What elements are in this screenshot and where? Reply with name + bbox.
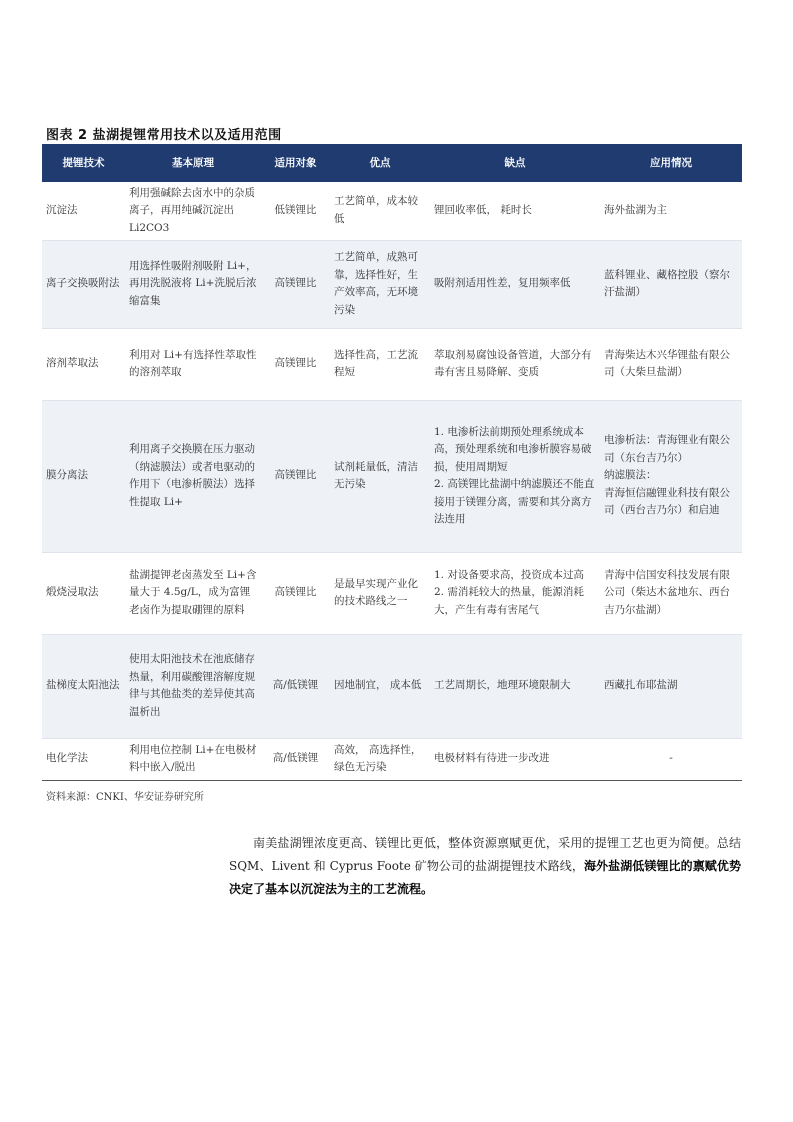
cell-target: 高/低镁锂	[261, 634, 330, 738]
cell-principle: 使用太阳池技术在池底储存热量，利用碳酸锂溶解度规律与其他盐类的差异使其高温析出	[125, 634, 261, 738]
header-cell: 提锂技术	[42, 146, 125, 182]
paragraph-emphasis: 海外盐湖低镁锂比的禀赋优势决定了基本以沉淀法为主的工艺流程。	[229, 859, 741, 896]
cell-usage: 青海柴达木兴华锂盐有限公司（大柴旦盐湖）	[604, 348, 730, 378]
cell-tech: 膜分离法	[42, 400, 125, 552]
table-row	[42, 240, 742, 328]
body-paragraph	[229, 832, 741, 901]
table-header-row	[42, 146, 742, 182]
cell-pros: 选择性高，工艺流程短	[334, 348, 418, 378]
cell-principle: 用选择性吸附剂吸附 Li+，再用洗脱液将 Li+洗脱后浓缩富集	[125, 240, 261, 328]
cell-target: 低镁锂比	[274, 204, 317, 216]
cell-pros: 因地制宜， 成本低	[330, 634, 430, 738]
cell-target: 高镁锂比	[274, 586, 317, 599]
table-row	[42, 634, 742, 738]
cell-cons: 1. 对设备要求高，投资成本过高 2. 需消耗较大的热量，能源消耗大，产生有毒有害尾气	[434, 568, 584, 616]
technology-table	[42, 146, 742, 781]
cell-usage: 海外盐湖为主	[604, 204, 667, 216]
cell-tech: 离子交换吸附法	[42, 240, 125, 328]
header-cell: 基本原理	[125, 146, 261, 182]
cell-tech: 盐梯度太阳池法	[42, 634, 125, 738]
table-title: 图表 2 盐湖提锂常用技术以及适用范围	[46, 128, 282, 143]
cell-cons: 萃取剂易腐蚀设备管道，大部分有毒有害且易降解、变质	[434, 348, 592, 378]
cell-principle: 盐湖提钾老卤蒸发至 Li+含量大于 4.5g/L，成为富锂老卤作为提取硼锂的原料	[129, 568, 257, 616]
cell-tech: 电化学法	[46, 752, 88, 765]
cell-usage: 电渗析法：青海锂业有限公司（东台吉乃尔） 纳滤膜法： 青海恒信融锂业科技有限公司（西台吉乃尔）和启迪	[600, 400, 742, 552]
cell-pros: 试剂耗量低，清洁无污染	[330, 400, 430, 552]
cell-usage: -	[669, 752, 673, 765]
cell-tech: 溶剂萃取法	[46, 357, 99, 370]
cell-cons: 吸附剂适用性差，复用频率低	[430, 240, 600, 328]
cell-usage: 西藏扎布耶盐湖	[600, 634, 742, 738]
cell-usage: 蓝科锂业、藏格控股（察尔汗盐湖）	[600, 240, 742, 328]
table-row	[42, 328, 742, 400]
cell-target: 高镁锂比	[274, 357, 317, 370]
header-cell: 缺点	[430, 146, 600, 182]
table-row	[42, 182, 742, 240]
cell-cons: 锂回收率低， 耗时长	[434, 204, 532, 216]
cell-pros: 是最早实现产业化的技术路线之一	[334, 577, 418, 607]
cell-principle: 利用离子交换膜在压力驱动（纳滤膜法）或者电驱动的作用下（电渗析膜法）选择性提取 Li+	[125, 400, 261, 552]
cell-principle: 利用对 Li+有选择性萃取性的溶剂萃取	[129, 348, 257, 378]
cell-tech: 沉淀法	[46, 204, 78, 216]
cell-cons: 工艺周期长，地理环境限制大	[430, 634, 600, 738]
cell-cons: 电极材料有待进一步改进	[434, 752, 550, 765]
cell-pros: 工艺简单，成熟可靠，选择性好，生产效率高，无环境污染	[330, 240, 430, 328]
cell-principle: 利用电位控制 Li+在电极材料中嵌入/脱出	[129, 743, 257, 773]
table-row	[42, 400, 742, 552]
paragraph-text: 南美盐湖锂浓度更高、镁锂比更低，整体资源禀赋更优，采用的提锂工艺也更为简便。总结 SQM、Livent 和 Cyprus Foote 矿物公司的盐湖提锂技术路线，	[229, 836, 741, 873]
cell-target: 高/低镁锂	[272, 752, 319, 765]
table-row	[42, 552, 742, 634]
cell-pros: 工艺简单，成本较低	[334, 195, 418, 225]
header-cell: 应用情况	[600, 146, 742, 182]
table-row	[42, 738, 742, 780]
cell-cons: 1. 电渗析法前期预处理系统成本高，预处理系统和电渗析膜容易破损，使用周期短 2. 高镁锂比盐湖中纳滤膜还不能直接用于镁锂分离，需要和其分离方法连用	[430, 400, 600, 552]
cell-principle: 利用强碱除去卤水中的杂质离子，再用纯碱沉淀出 Li2CO3	[129, 186, 255, 234]
cell-target: 高镁锂比	[261, 400, 330, 552]
cell-usage: 青海中信国安科技发展有限公司（柴达木盆地东、西台吉乃尔盐湖）	[604, 568, 730, 616]
cell-tech: 煅烧浸取法	[46, 586, 99, 599]
cell-pros: 高效， 高选择性，绿色无污染	[334, 743, 422, 773]
header-cell: 适用对象	[261, 146, 330, 182]
cell-target: 高镁锂比	[261, 240, 330, 328]
source-note: 资料来源：CNKI、华安证券研究所	[46, 792, 204, 803]
header-cell: 优点	[330, 146, 430, 182]
